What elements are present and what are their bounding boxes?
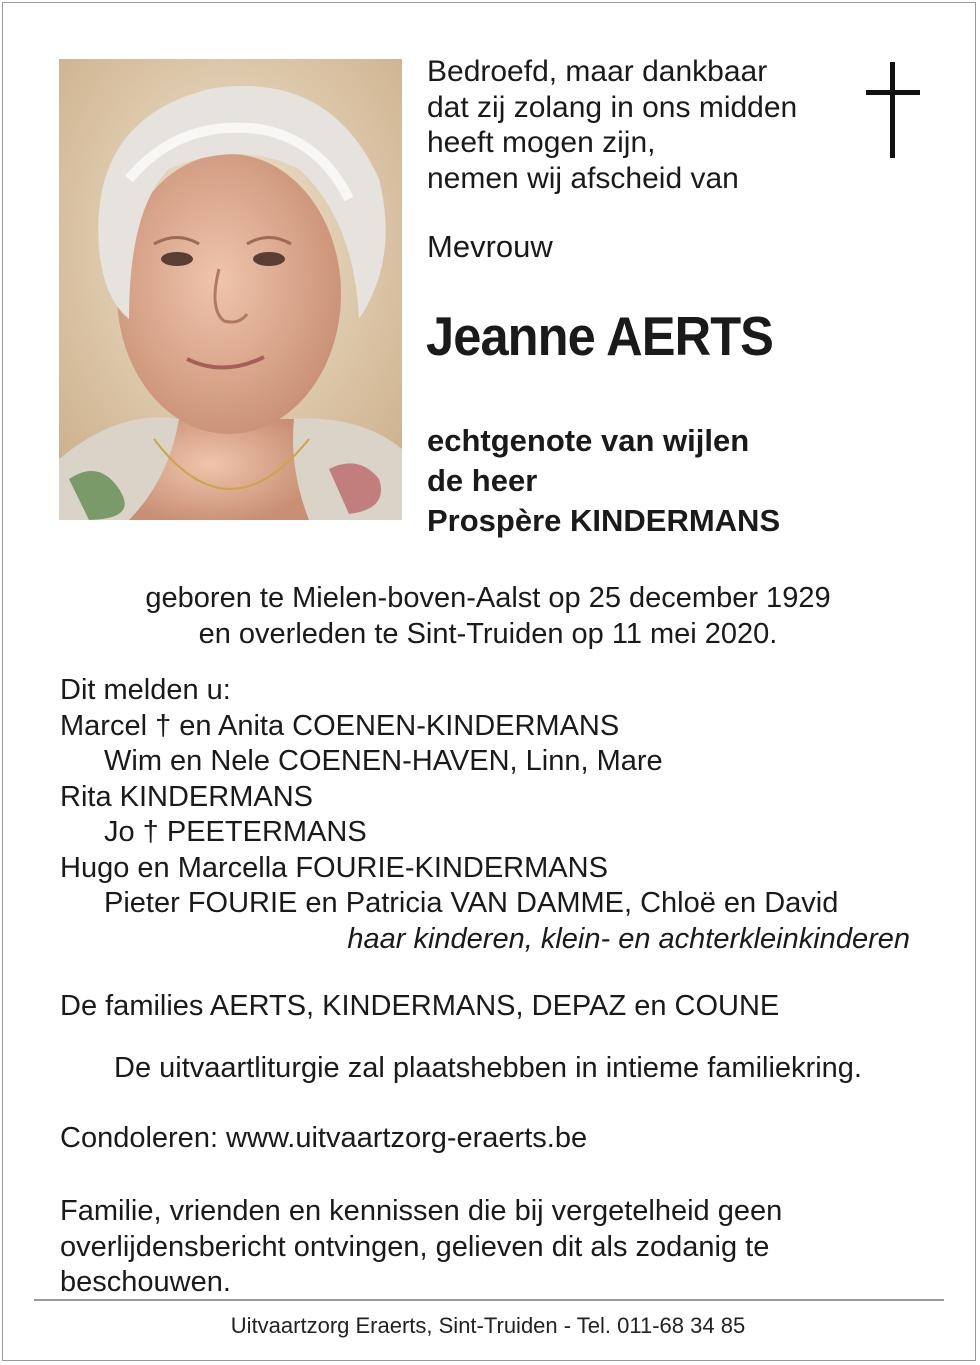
birth-death-info [0,580,976,652]
salutation: Mevrouw [427,229,553,264]
intro-line: Bedroefd, maar dankbaar [427,55,768,88]
spouse-line: de heer [427,463,538,498]
footer-contact: Uitvaartzorg Eraerts, Sint-Truiden - Tel. 011-68 34 85 [230,1313,746,1338]
closing-line: overlijdensbericht ontvingen, gelieven dit als zodanig te [60,1230,770,1263]
relation-caption: haar kinderen, klein- en achterkleinkinderen [347,922,910,955]
announcer-line: Wim en Nele COENEN-HAVEN, Linn, Mare [104,745,663,777]
announcers-list [60,673,920,957]
closing-line: Familie, vrienden en kennissen die bij vergetelheid geen [60,1195,783,1227]
closing-line: beschouwen. [60,1266,231,1298]
announcer-line: Pieter FOURIE en Patricia VAN DAMME, Chloë en David [104,887,839,919]
intro-line: nemen wij afscheid van [427,161,739,195]
spouse-info [427,421,780,541]
announcer-line: Hugo en Marcella FOURIE-KINDERMANS [60,851,608,884]
families-line: De families AERTS, KINDERMANS, DEPAZ en COUNE [60,990,780,1022]
cross-icon [864,62,924,160]
intro-line: dat zij zolang in ons midden [427,90,798,124]
announcer-line: Rita KINDERMANS [60,780,313,813]
spouse-line: Prospère KINDERMANS [427,503,781,538]
footer-divider [34,1299,944,1301]
deceased-name: Jeanne AERTS [426,305,774,367]
announcer-line: Jo † PEETERMANS [104,816,367,848]
condolences-link[interactable]: Condoleren: www.uitvaartzorg-eraerts.be [60,1122,588,1154]
intro-line: heeft mogen zijn, [427,126,656,159]
portrait-photo [59,59,402,520]
intro-text [427,54,797,196]
spouse-line: echtgenote van wijlen [427,423,750,458]
death-line: en overleden te Sint-Truiden op 11 mei 2020. [198,618,778,650]
closing-notice [60,1194,900,1301]
funeral-notice: De uitvaartliturgie zal plaatshebben in intieme familiekring. [114,1052,862,1084]
announcers-heading: Dit melden u: [60,674,231,706]
announcer-line: Marcel † en Anita COENEN-KINDERMANS [60,709,620,742]
birth-line: geboren te Mielen-boven-Aalst op 25 december 1929 [145,582,831,614]
